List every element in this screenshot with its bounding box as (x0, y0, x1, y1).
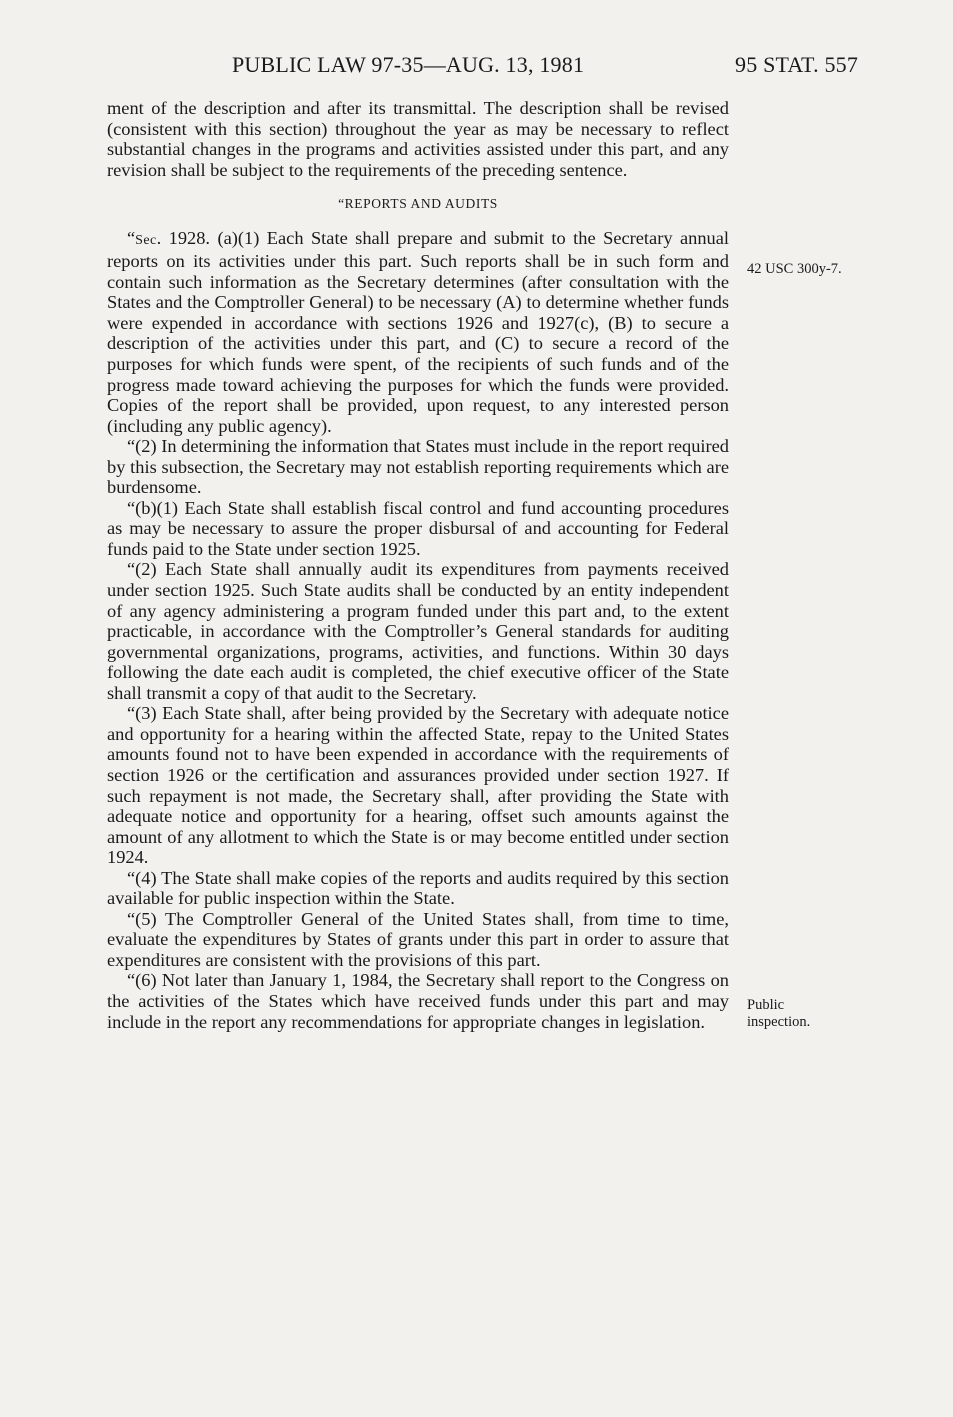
paragraph-b2: “(2) Each State shall annually audit its expenditures from payments received under section 1925. Such State audits shall be conducted by an entity independent of any agency administering a program funded under this part and, to the extent practicable, in accordance with the Comptroller’s General standards for auditing governmental organizations, programs, activities, and functions. Within 30 days following the date each audit is completed, the chief executive officer of the State shall transmit a copy of that audit to the Secretary. (107, 559, 729, 703)
paragraph-b3: “(3) Each State shall, after being provided by the Secretary with adequate notice and opportunity for a hearing within the affected State, repay to the United States amounts found not to have been expended in accordance with the requirements of section 1926 or the certification and assurances provided under section 1927. If such repayment is not made, the Secretary shall, after providing the State with adequate notice and opportunity for a hearing, offset such amounts against the amount of any allotment to which the State is or may become entitled under section 1924. (107, 703, 729, 868)
paragraph-a2: “(2) In determining the information that States must include in the report required by this subsection, the Secretary may not establish reporting requirements which are burdensome. (107, 436, 729, 498)
margin-note-public-inspection (747, 997, 810, 1031)
paragraph-b5: “(5) The Comptroller General of the United States shall, from time to time, evaluate the expenditures by States of grants under this part in order to assure that expenditures are consistent with the provisions of this part. (107, 908, 729, 970)
paragraph-b1: “(b)(1) Each State shall establish fiscal control and fund accounting procedures as may be necessary to assure the proper disbursal of and accounting for Federal funds paid to the State under section 1925. (107, 497, 729, 559)
paragraph-continuation: ment of the description and after its transmittal. The description shall be revised (consistent with this section) throughout the year as may be necessary to reflect substantial changes in the programs and activities assisted under this part, and any revision shall be subject to the requirements of the preceding sentence. (107, 98, 729, 180)
margin-note-line: Public (747, 997, 785, 1013)
sec-open-quote: “ (127, 227, 136, 248)
margin-note-usc-citation: 42 USC 300y-7. (747, 261, 842, 277)
paragraph-b6: “(6) Not later than January 1, 1984, the Secretary shall report to the Congress on the activities of the States which have received funds under this part and may include in the report any recommendations for appropriate changes in legislation. (107, 970, 729, 1032)
sec-text: . 1928. (a)(1) Each State shall prepare and submit to the Secretary annual reports on its activities under this part. Such reports shall be in such form and contain such information as the Secretary determines (after consultation with the States and the Comptroller General) to be necessary (A) to determine whether funds were expended in accordance with sections 1926 and 1927(c), (B) to secure a description of the activities under this part, and (C) to secure a record of the purposes for which funds were spent, of the recipients of such funds and of the progress made toward achieving the purposes for which the funds were provided. Copies of the report shall be provided, upon request, to any interested person (including any public agency). (107, 227, 729, 436)
page-header-title: PUBLIC LAW 97-35—AUG. 13, 1981 (232, 52, 585, 77)
paragraph-sec-1928-a1 (107, 228, 729, 436)
section-heading: “REPORTS AND AUDITS (338, 196, 498, 212)
paragraph-b4: “(4) The State shall make copies of the reports and audits required by this section available for public inspection within the State. (107, 867, 729, 909)
margin-note-line: inspection. (747, 1014, 811, 1030)
main-text-column (107, 98, 729, 1032)
statute-page-number: 95 STAT. 557 (735, 52, 859, 77)
sec-abbrev: Sec (135, 232, 157, 248)
